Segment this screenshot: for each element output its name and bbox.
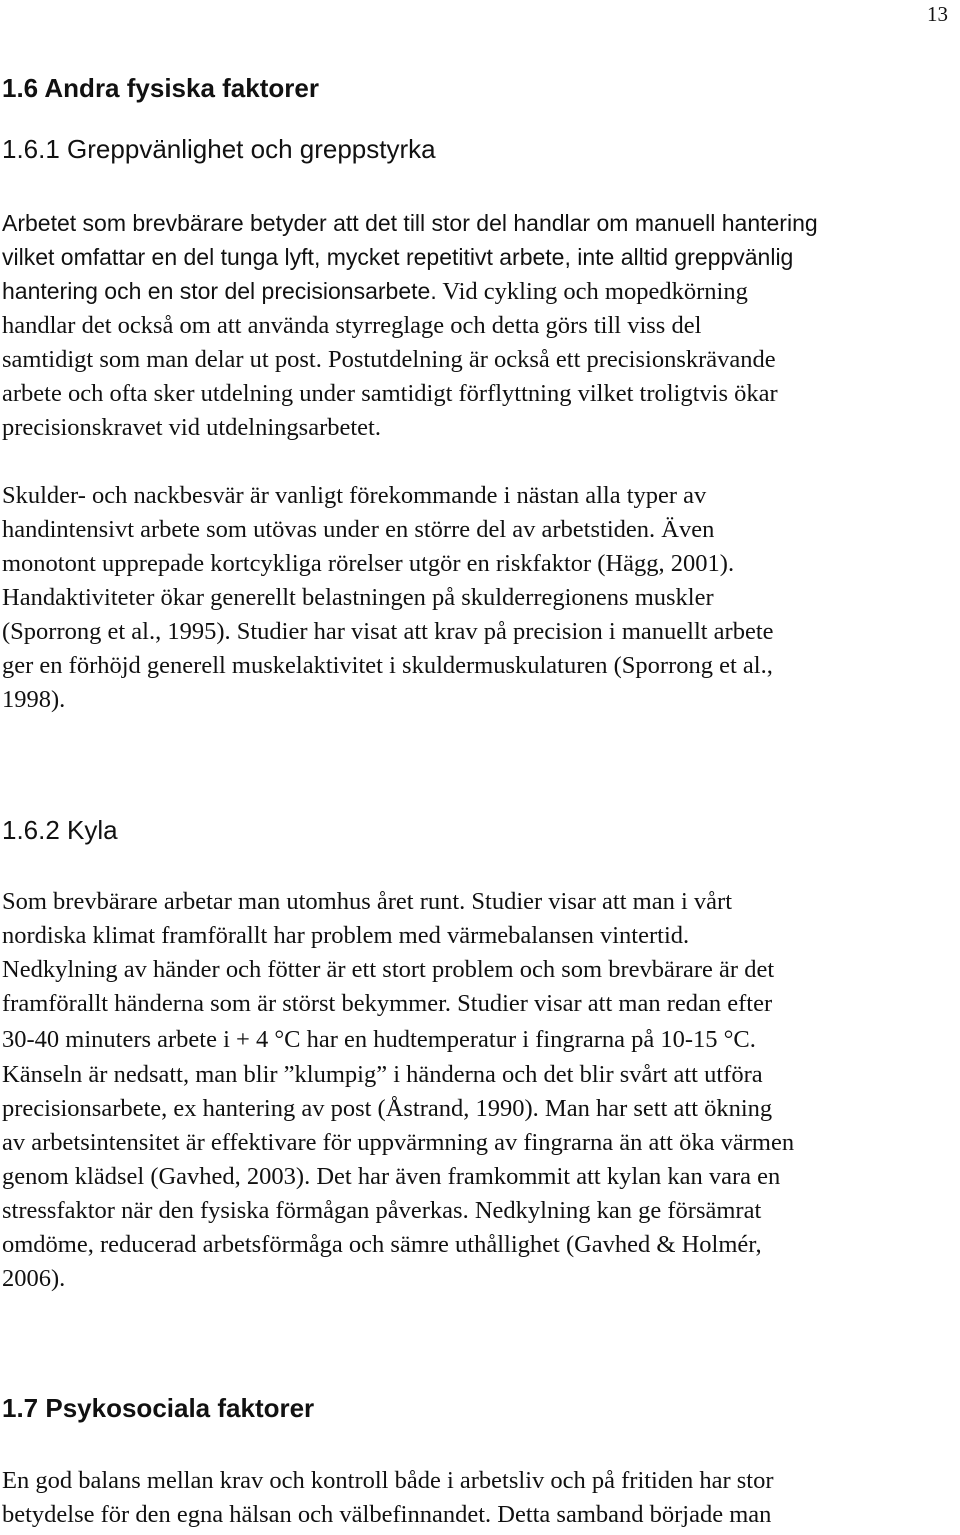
text-line: precisionskravet vid utdelningsarbetet. — [2, 414, 381, 441]
text-span: Vid cykling och mopedkörning — [436, 278, 748, 305]
subsection-heading-1-6-1: 1.6.1 Greppvänlighet och greppstyrka — [2, 134, 436, 164]
text-line-mixed — [2, 280, 748, 305]
page-number: 13 — [927, 2, 948, 26]
text-line: vilket omfattar en del tunga lyft, mycket repetitivt arbete, inte alltid greppvänlig — [2, 244, 794, 270]
section-heading-1-6: 1.6 Andra fysiska faktorer — [2, 73, 319, 103]
text-line: arbete och ofta sker utdelning under samtidigt förflyttning vilket troligtvis ökar — [2, 380, 778, 407]
text-line: samtidigt som man delar ut post. Postutdelning är också ett precisionskrävande — [2, 346, 776, 373]
subsection-heading-1-6-2: 1.6.2 Kyla — [2, 815, 118, 845]
text-line: 2006). — [2, 1265, 66, 1292]
text-line: 1998). — [2, 686, 66, 713]
text-line: omdöme, reducerad arbetsförmåga och sämre uthållighet (Gavhed & Holmér, — [2, 1231, 762, 1258]
text-line: 30-40 minuters arbete i + 4 °C har en hudtemperatur i fingrarna på 10-15 °C. — [2, 1026, 756, 1053]
text-line: betydelse för den egna hälsan och välbefinnandet. Detta samband började man — [2, 1501, 772, 1528]
text-line: En god balans mellan krav och kontroll både i arbetsliv och på fritiden har stor — [2, 1467, 774, 1494]
text-line: framförallt händerna som är störst bekymmer. Studier visar att man redan efter — [2, 990, 773, 1017]
text-line: stressfaktor när den fysiska förmågan påverkas. Nedkylning kan ge försämrat — [2, 1197, 762, 1224]
text-line: handintensivt arbete som utövas under en större del av arbetstiden. Även — [2, 516, 715, 543]
text-line: Nedkylning av händer och fötter är ett stort problem och som brevbärare är det — [2, 956, 775, 983]
text-line: nordiska klimat framförallt har problem med värmebalansen vintertid. — [2, 922, 690, 949]
text-line: (Sporrong et al., 1995). Studier har visat att krav på precision i manuellt arbete — [2, 618, 774, 645]
text-line: av arbetsintensitet är effektivare för uppvärmning av fingrarna än att öka värmen — [2, 1129, 795, 1156]
text-span: hantering och en stor del precisionsarbete. — [2, 278, 437, 304]
text-line: Som brevbärare arbetar man utomhus året runt. Studier visar att man i vårt — [2, 888, 732, 915]
text-line: Arbetet som brevbärare betyder att det till stor del handlar om manuell hantering — [2, 210, 818, 236]
text-line: Känseln är nedsatt, man blir ”klumpig” i händerna och det blir svårt att utföra — [2, 1061, 763, 1088]
section-heading-1-7: 1.7 Psykosociala faktorer — [2, 1393, 315, 1423]
text-line: handlar det också om att använda styrreglage och detta görs till viss del — [2, 312, 702, 339]
text-line: ger en förhöjd generell muskelaktivitet i skuldermuskulaturen (Sporrong et al., — [2, 652, 773, 679]
text-line: precisionsarbete, ex hantering av post (Åstrand, 1990). Man har sett att ökning — [2, 1095, 773, 1122]
text-line: Skulder- och nackbesvär är vanligt förekommande i nästan alla typer av — [2, 482, 707, 509]
text-line: Handaktiviteter ökar generellt belastningen på skulderregionens muskler — [2, 584, 714, 611]
text-line: genom klädsel (Gavhed, 2003). Det har även framkommit att kylan kan vara en — [2, 1163, 781, 1190]
text-line: monotont upprepade kortcykliga rörelser utgör en riskfaktor (Hägg, 2001). — [2, 550, 735, 577]
